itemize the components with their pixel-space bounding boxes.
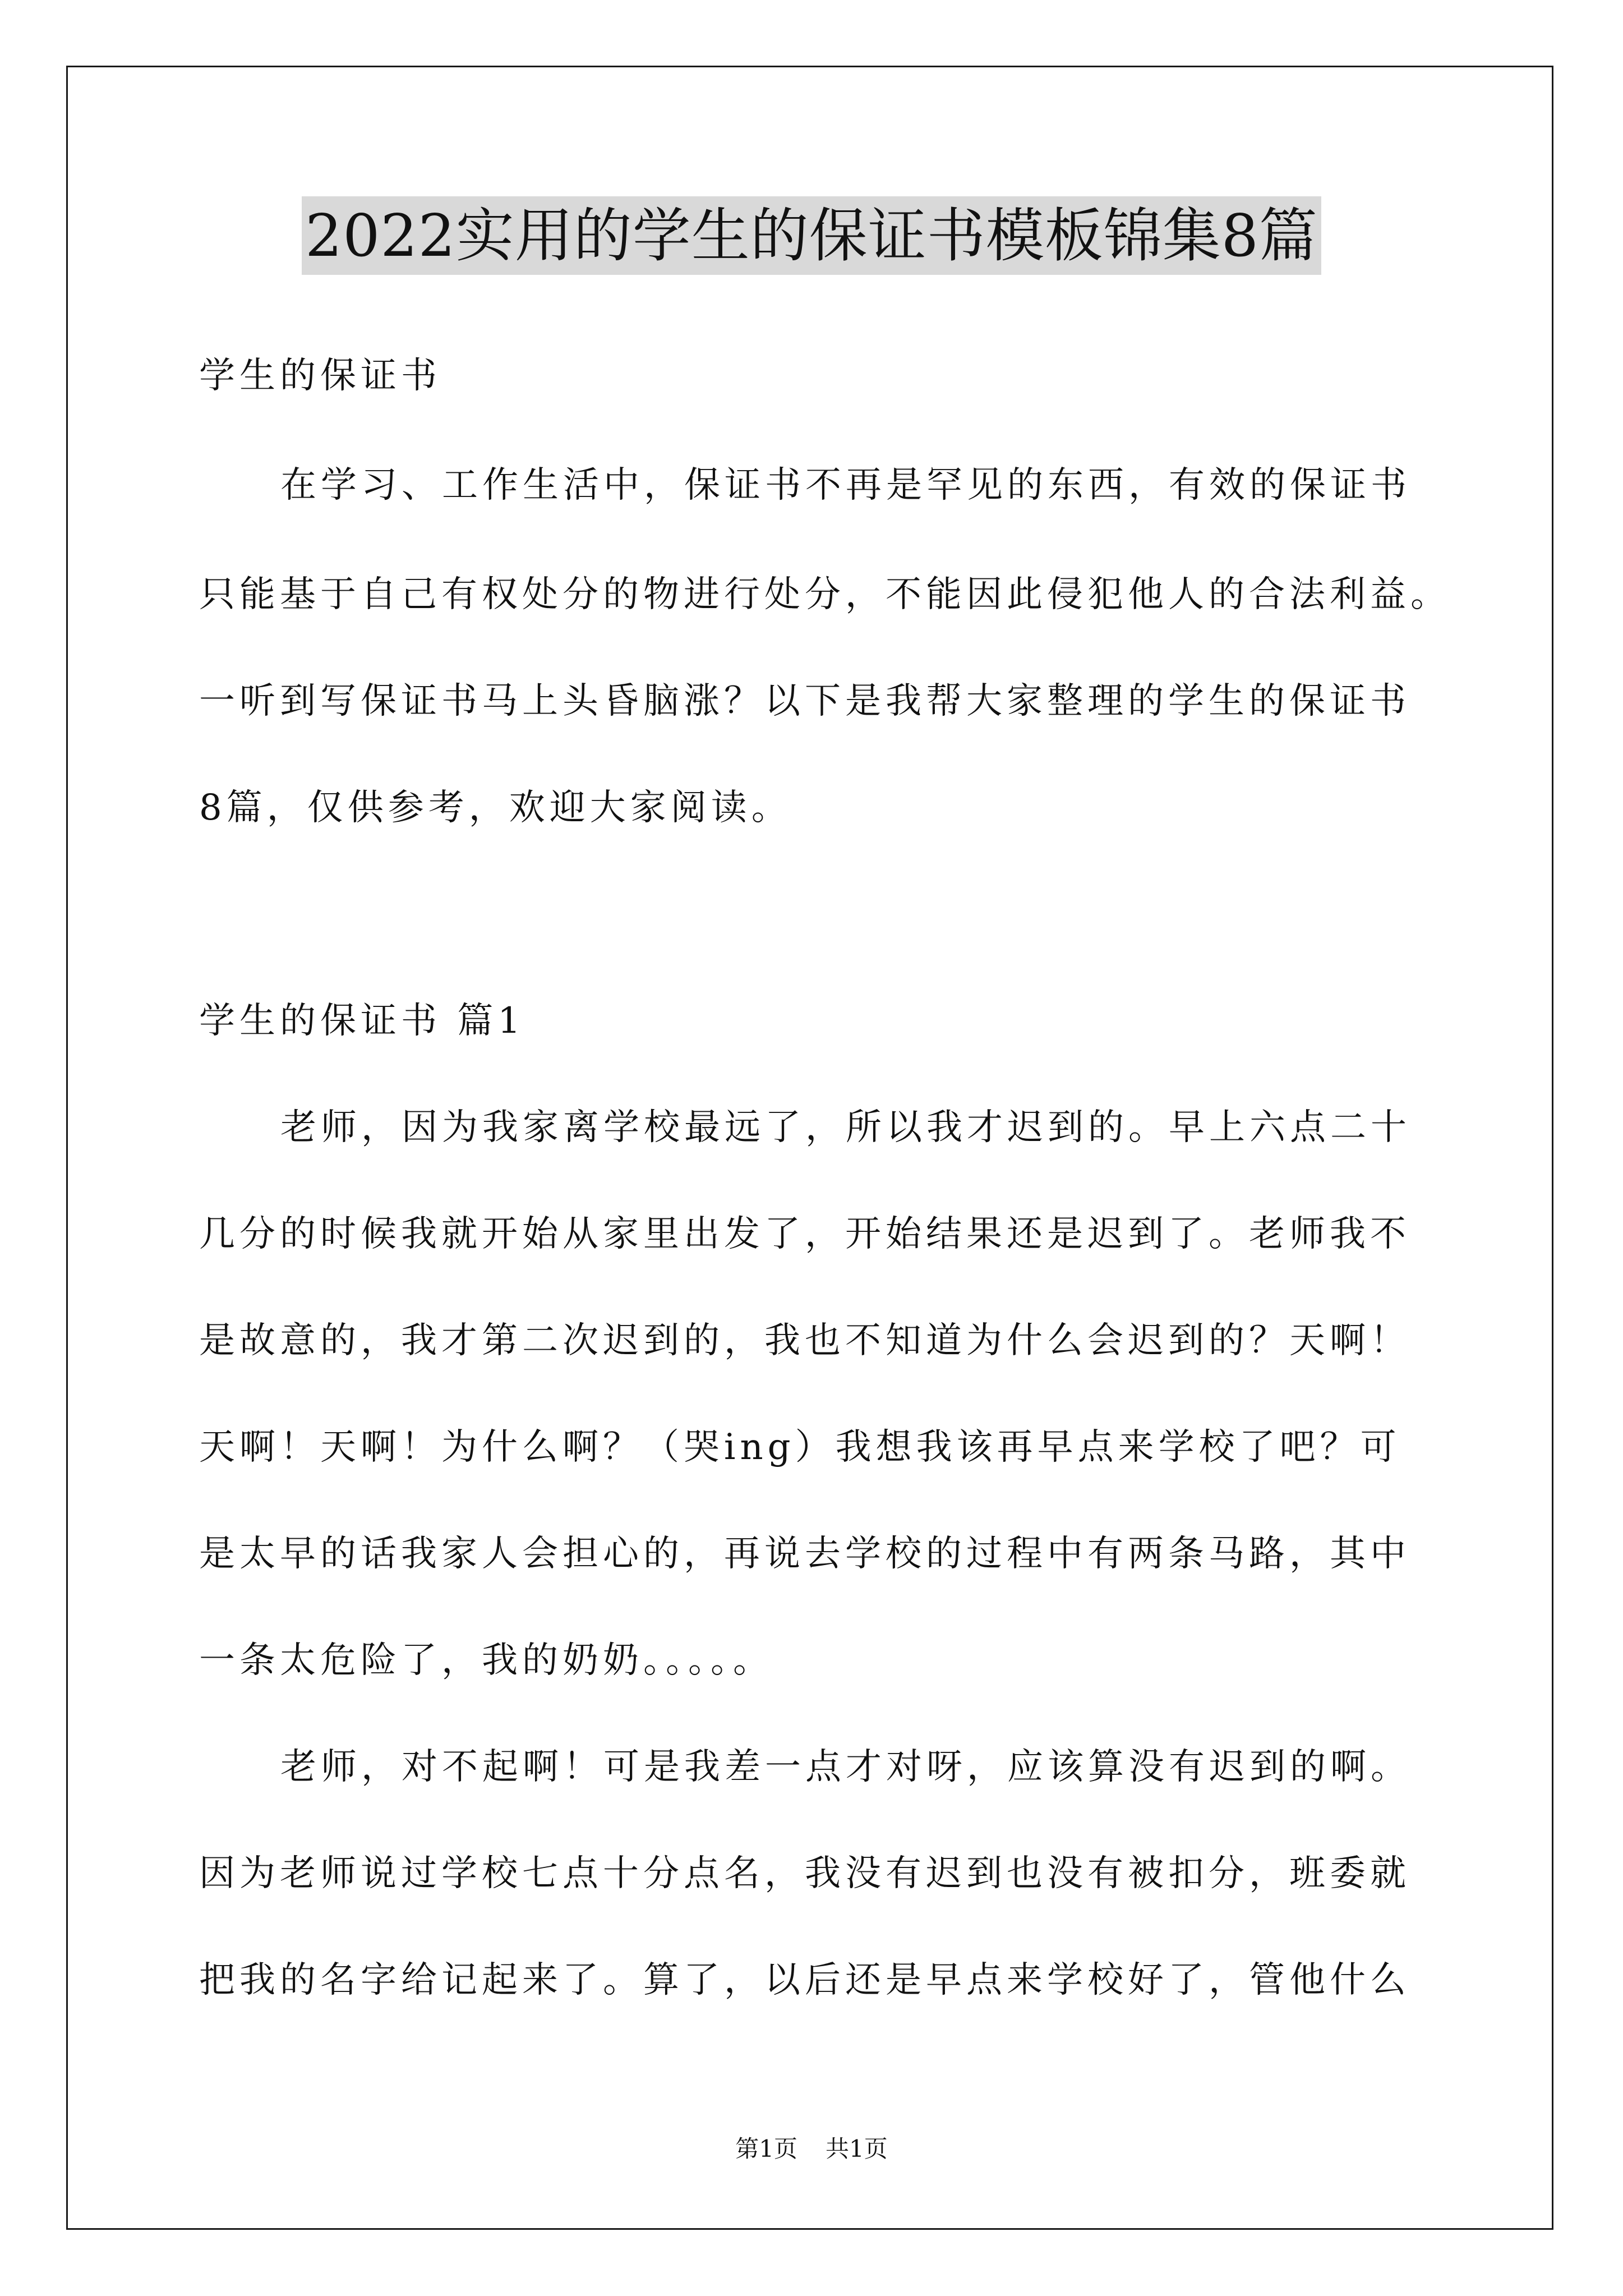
paragraph-line: 在学习、工作生活中，保证书不再是罕见的东西，有效的保证书 bbox=[280, 464, 1411, 506]
paragraph-line: 是太早的话我家人会担心的，再说去学校的过程中有两条马路，其中 bbox=[199, 1533, 1410, 1575]
paragraph-line: 只能基于自己有权处分的物进行处分，不能因此侵犯他人的合法利益。 bbox=[199, 574, 1451, 615]
section-heading: 学生的保证书 篇1 bbox=[199, 1000, 525, 1042]
paragraph-line: 一条太危险了，我的奶奶。。。。。 bbox=[199, 1640, 773, 1681]
paragraph-line: 老师，对不起啊！可是我差一点才对呀，应该算没有迟到的啊。 bbox=[280, 1746, 1411, 1788]
paragraph-line: 8篇，仅供参考，欢迎大家阅读。 bbox=[199, 787, 792, 829]
page-total: 共1页 bbox=[826, 2135, 888, 2162]
document-title: 2022实用的学生的保证书模板锦集8篇 bbox=[302, 196, 1321, 275]
paragraph-line: 几分的时候我就开始从家里出发了，开始结果还是迟到了。老师我不 bbox=[199, 1213, 1410, 1255]
page-footer bbox=[0, 2135, 1623, 2163]
paragraph-line: 一听到写保证书马上头昏脑涨？以下是我帮大家整理的学生的保证书 bbox=[199, 680, 1410, 722]
section-heading: 学生的保证书 bbox=[199, 355, 441, 397]
page-number: 第1页 bbox=[735, 2135, 797, 2162]
paragraph-line: 因为老师说过学校七点十分点名，我没有迟到也没有被扣分，班委就 bbox=[199, 1853, 1410, 1894]
paragraph-line: 老师，因为我家离学校最远了，所以我才迟到的。早上六点二十 bbox=[280, 1107, 1411, 1148]
paragraph-line: 是故意的，我才第二次迟到的，我也不知道为什么会迟到的？天啊！ bbox=[199, 1320, 1410, 1361]
paragraph-line: 把我的名字给记起来了。算了，以后还是早点来学校好了，管他什么 bbox=[199, 1959, 1410, 2001]
title-container bbox=[0, 196, 1623, 275]
paragraph-line: 天啊！天啊！为什么啊？（哭ing）我想我该再早点来学校了吧？可 bbox=[199, 1427, 1401, 1468]
